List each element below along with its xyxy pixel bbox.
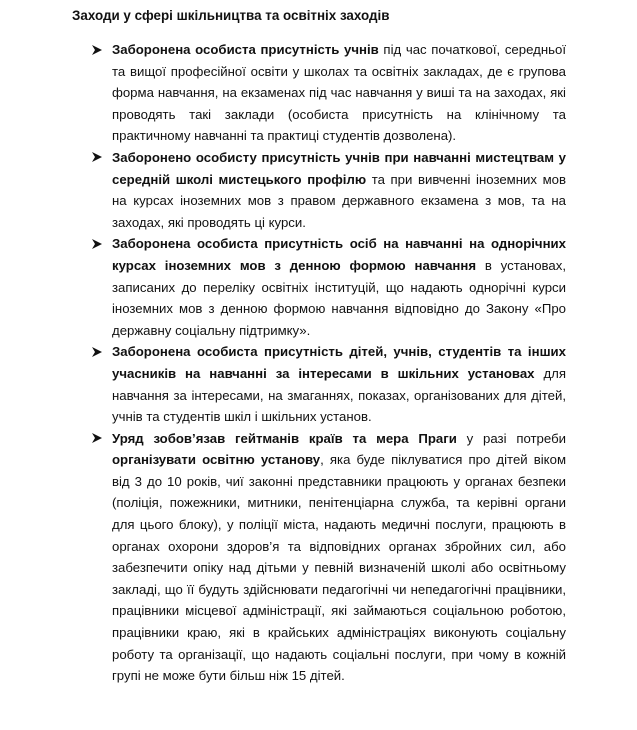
- arrowhead-bullet-icon: [90, 147, 104, 168]
- arrowhead-bullet-icon: [90, 233, 104, 254]
- arrowhead-bullet-icon: [90, 341, 104, 362]
- item-bold-text: Заборонена особиста присутність дітей, учнів, студентів та інших учасників на навчанні за інтересами в шкільних установах: [112, 344, 566, 381]
- item-text: в установах, записаних до переліку освітніх інституцій, що надають однорічні курси іноземних мов з денною формою навчання відповідно до Закону «Про державну соціальну підтримку».: [112, 257, 566, 338]
- item-text: , яка буде піклуватися про дітей віком від 3 до 10 років, чиї законні представники працюють у органах безпеки (поліція, пожежники, митники, пенітенціарна служба, та керівні органи для цього блоку), у поліції міста, надають медичні послуги, працюють в органах охорони здоров’я та відповідних органах збройних сил, або забезпечити опіку над дітьми у певній визначеній школі або освітньому закладі, що її будуть здійснювати педагогічні чи непедагогічні працівники, працівники місцевої адміністрації, які займаються соціальною роботою, працівники краю, які в крайських адміністраціях виконують соціальну роботу та організації, що надають соціальні послуги, при чому в кожній групі не може бути більш ніж 15 дітей.: [112, 452, 567, 684]
- item-bold-text: організувати освітню установу: [112, 452, 321, 468]
- list-item: [0, 233, 566, 341]
- arrowhead-bullet-icon: [90, 39, 104, 60]
- item-text: та при вивченні іноземних мов на курсах іноземних мов з правом державного екзамена з мов, та на заходах, які проводять ці курси.: [112, 171, 566, 230]
- arrowhead-bullet-icon: [90, 428, 104, 449]
- item-bold-text: Заборонена особиста присутність осіб на навчанні на однорічних курсах іноземних мов з денною формою навчання: [112, 236, 566, 273]
- list-item: [0, 341, 566, 427]
- item-text: під час початкової, середньої та вищої професійної освіти у школах та освітніх закладах, де є групова форма навчання, на екзаменах під час навчання у виші та на заходах, які проводять такі заклади (особиста присутність на клінічному та практичному навчанні та практиці студентів дозволена).: [112, 42, 566, 144]
- item-text: у разі потреби: [456, 430, 566, 446]
- list-item: [0, 39, 566, 147]
- item-text: для навчання за інтересами, на змаганнях, показах, організованих для дітей, учнів та студентів шкіл і шкільних установ.: [112, 365, 567, 425]
- list-item: [0, 428, 566, 687]
- item-bold-text: Заборонена особиста присутність учнів: [112, 42, 379, 57]
- section-heading: Заходи у сфері шкільництва та освітніх заходів: [72, 8, 390, 23]
- item-bold-text: Уряд зобов’язав гейтманів країв та мера Праги: [112, 430, 457, 446]
- list-item: [0, 147, 566, 233]
- measures-list: [0, 39, 637, 687]
- item-bold-text: Заборонено особисту присутність учнів при навчанні мистецтвам у середній школі мистецького профілю: [112, 149, 566, 187]
